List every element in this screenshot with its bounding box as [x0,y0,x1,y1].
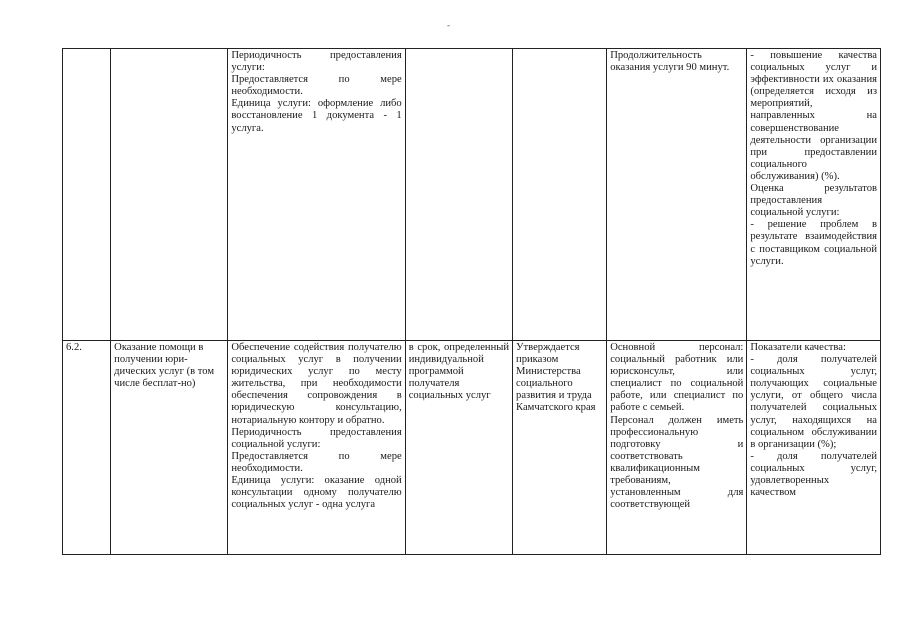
cell-standard [513,49,607,341]
cell-indicators [747,49,881,341]
table-row [63,49,881,341]
paragraph: - доля получателей социальных услуг, удовлетворенных качеством [750,450,877,499]
paragraph: Обеспечение содействия получателю социальных услуг в получении юридических услуг по месту жительства, при необходимости обеспечения сопровождения в юридическую консультацию, нотариальную контору и обратно. [231,342,402,426]
cell-number [63,49,111,341]
paragraph: Периодичность предоставления социальной услуги: [231,426,402,450]
cell-service-name [111,49,228,341]
paragraph: - доля получателей социальных услуг, получающих социальные услуги, от общего числа получателей социальных услуг, находящихся на социальном обслуживании в организации (%); [750,354,877,450]
cell-conditions [607,49,747,341]
cell-conditions [607,341,747,555]
paragraph: Единица услуги: оказание одной консультации одному получателю социальных услуг - одна услуга [231,475,402,511]
cell-term [405,341,512,555]
paragraph: Основной персонал: социальный работник или юрисконсульт, или специалист по социальной работе, или специалист по работе с семьей. [610,342,744,414]
paragraph: Предоставляется по мере необходимости. [231,74,402,98]
cell-description [228,49,405,341]
cell-description [228,341,405,555]
cell-standard: Утверждается приказом Министерства социального развития и труда Камчатского края [513,341,607,555]
cell-service-name: Оказание помощи в получении юри-дических услуг (в том числе бесплат-но) [111,341,228,555]
services-table [62,48,881,555]
paragraph: Показатели качества: [750,342,846,353]
cell-indicators [747,341,881,555]
paragraph: - повышение качества социальных услуг и эффективности их оказания (определяется исходя из мероприятий, направленных на совершенствование деятельности организации при предоставлении социального обслуживания) (%). [750,50,877,182]
paragraph: Продолжительность оказания услуги 90 минут. [610,50,730,74]
paragraph: Единица услуги: оформление либо восстановление 1 документа - 1 услуга. [231,98,402,134]
paragraph: - решение проблем в результате взаимодействия с поставщиком социальной услуги. [750,219,877,267]
table-row [63,341,881,555]
page-marker: - [447,20,450,30]
cell-term [405,49,512,341]
paragraph: Предоставляется по мере необходимости. [231,450,402,474]
cell-number: 6.2. [63,341,111,555]
paragraph: Персонал должен иметь профессиональную подготовку и соответствовать квалификационным требованиям, установленным для соответствующей [610,414,744,511]
paragraph: Оценка результатов предоставления социальной услуги: [750,183,877,219]
paragraph: в срок, определенный индивидуальной программой получателя социальных услуг [408,342,510,402]
paragraph: Периодичность предоставления услуги: [231,50,402,74]
